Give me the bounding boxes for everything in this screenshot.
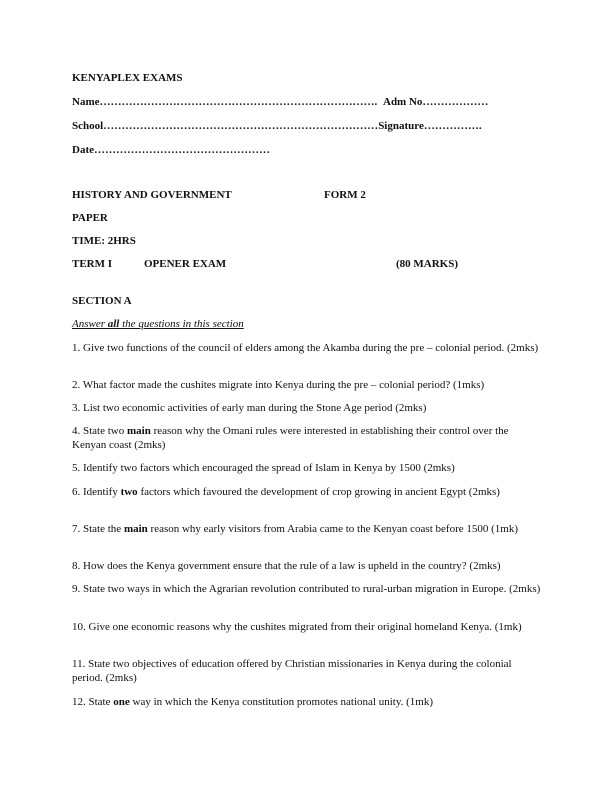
question-text: reason why early visitors from Arabia came to the Kenyan coast before 1500 (1mk) [147,523,518,535]
question-1 [72,341,542,355]
question-text: way in which the Kenya constitution promotes national unity. (1mk) [129,696,434,708]
school-label: School………………………………………………………………… [72,120,379,132]
section-instruction [72,318,244,331]
name-field [72,96,488,109]
question-text: 8. How does the Kenya government ensure that the rule of a law is upheld in the country? (2mks) [72,560,501,572]
instruction-text: Answer [72,318,108,330]
subject-line [72,189,232,202]
question-text: 9. State two ways in which the Agrarian revolution contributed to rural-urban migration in Europe. (2mks) [72,583,541,595]
paper-label: PAPER [72,212,108,224]
question-emphasis: one [113,696,130,708]
exam-type: OPENER EXAM [144,258,227,270]
question-text: 7. State the [72,523,124,535]
question-text: reason why the Omani rules were interested in establishing their control over the Kenyan coast (2mks) [72,425,509,451]
question-9 [72,582,542,596]
question-6 [72,485,542,499]
signature-label: Signature……………. [378,120,482,132]
question-2 [72,378,542,392]
question-8 [72,559,552,573]
question-text: 4. State two [72,425,127,437]
question-emphasis: two [120,486,138,498]
question-text: 2. What factor made the cushites migrate into Kenya during the pre – colonial period? (1mks) [72,379,485,391]
question-text: 10. Give one economic reasons why the cushites migrated from their original homeland Kenya. (1mk) [72,621,522,633]
question-4 [72,424,542,452]
question-10 [72,620,542,634]
question-text: 6. Identify [72,486,121,498]
instruction-text: the questions in this section [119,318,244,330]
school-field [72,120,482,133]
name-label: Name…………………………………………………………………. [72,96,378,108]
time-label: TIME: 2HRS [72,235,136,247]
question-emphasis: main [127,425,151,437]
adm-no-label: Adm No……………… [383,96,489,108]
instruction-emphasis: all [107,318,120,330]
question-11 [72,657,542,685]
org-title: KENYAPLEX EXAMS [72,72,183,84]
question-text: factors which favoured the development of crop growing in ancient Egypt (2mks) [137,486,500,498]
subject: HISTORY AND GOVERNMENT [72,189,232,201]
form-level: FORM 2 [324,189,366,201]
question-text: 12. State [72,696,114,708]
question-text: 11. State two objectives of education offered by Christian missionaries in Kenya during the colonial period. (2mks) [72,658,512,684]
date-field: Date………………………………………… [72,144,270,156]
total-marks: (80 MARKS) [396,258,459,270]
question-7 [72,522,542,536]
question-emphasis: main [123,523,148,535]
question-text: 1. Give two functions of the council of elders among the Akamba during the pre – colonial period. (2mks) [72,342,539,354]
question-12 [72,695,542,709]
section-title: SECTION A [72,295,132,307]
question-5 [72,461,542,475]
question-text: 3. List two economic activities of early man during the Stone Age period (2mks) [72,402,427,414]
question-text: 5. Identify two factors which encouraged the spread of Islam in Kenya by 1500 (2mks) [72,462,455,474]
term-label: TERM I [72,258,113,270]
question-3 [72,401,542,415]
